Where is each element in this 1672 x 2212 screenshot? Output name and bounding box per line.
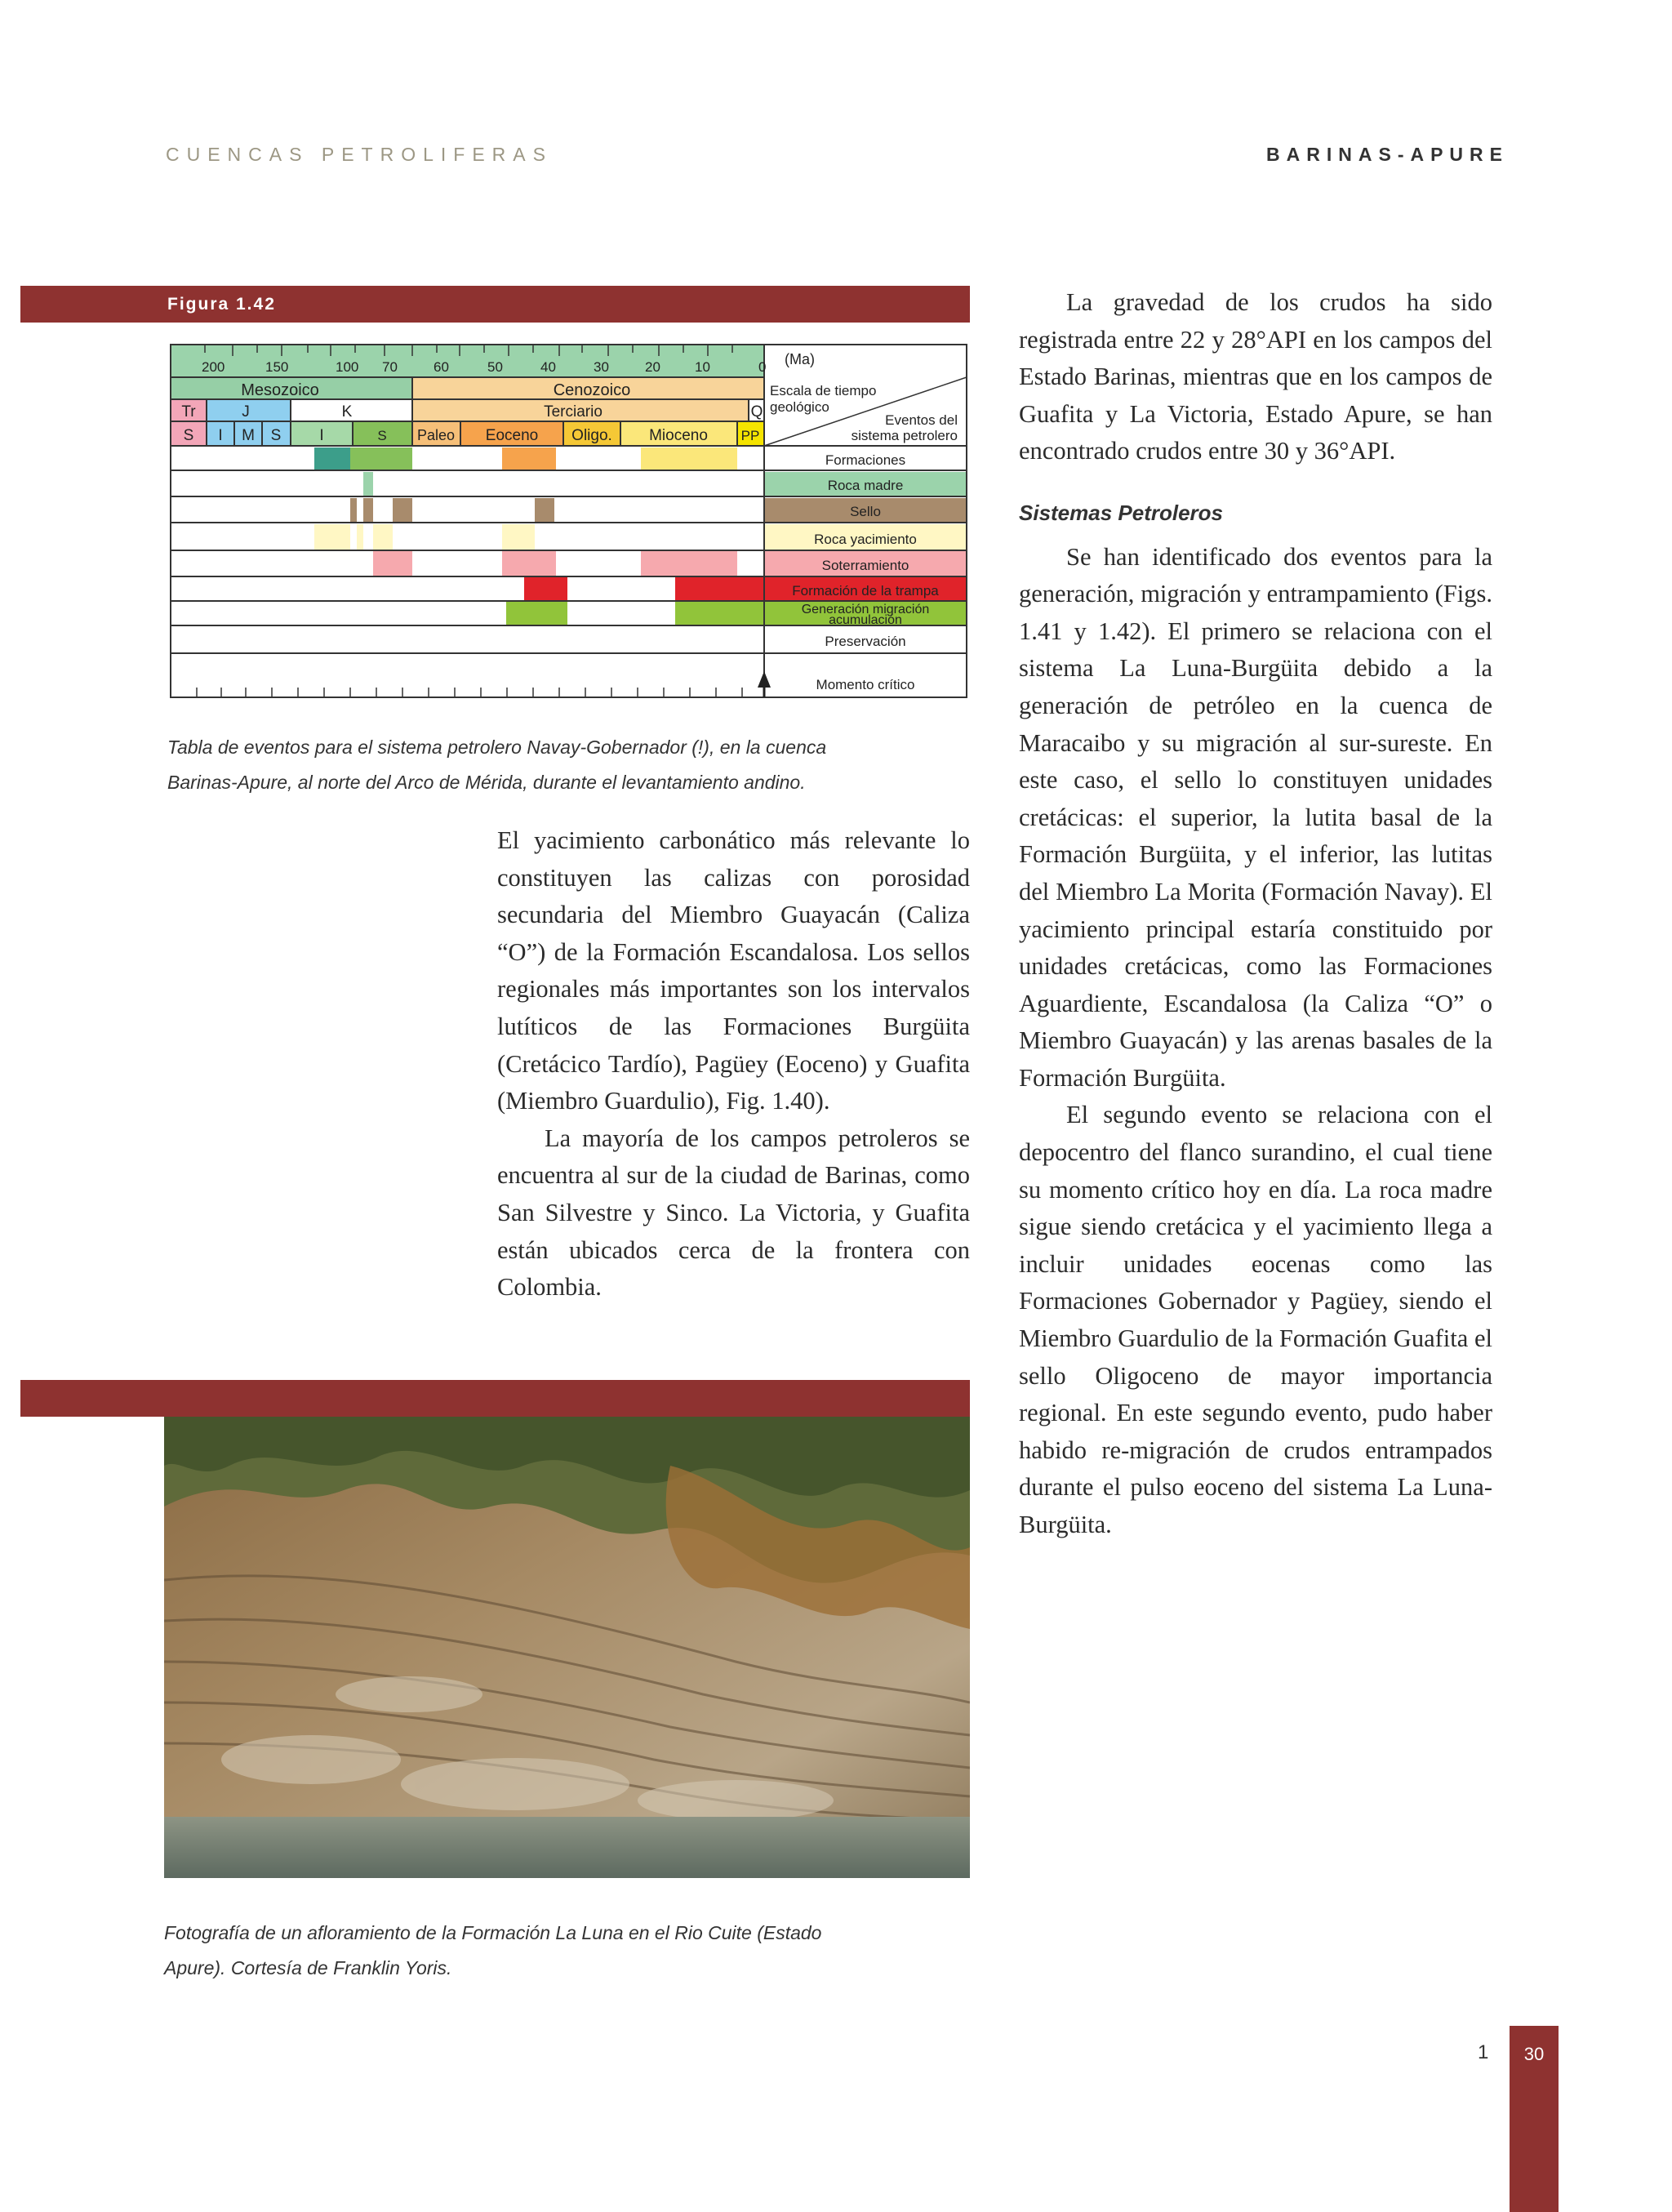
event-label: Sello — [850, 504, 881, 519]
bar-soterramiento-3 — [641, 550, 737, 576]
era-label: Cenozoico — [553, 381, 631, 399]
bar-sello-3 — [393, 498, 412, 523]
period-label: Q — [750, 403, 763, 421]
epoch-label: I — [319, 427, 324, 444]
bar-sello-2 — [363, 498, 373, 523]
era-label: Mesozoico — [241, 381, 319, 399]
unit-label: (Ma) — [785, 351, 815, 367]
corner-top-label: geológico — [770, 399, 829, 415]
event-label: Soterramiento — [821, 558, 909, 573]
figure-caption-line: Tabla de eventos para el sistema petrolero Navay-Gobernador (!), en la cuenca — [167, 737, 827, 758]
event-label: Formaciones — [825, 452, 906, 468]
epoch-label: Mioceno — [649, 427, 708, 444]
period-label: J — [242, 403, 250, 421]
paragraph: Se han identificado dos eventos para la generación, migración y entrampamiento (Figs. 1.41 y 1.42). El primero se relaciona con el sistema La Luna-Burgüita debido a la generación de petróleo en la cuenca de Maracaibo y su migración al sur-sureste. En este caso, el sello lo constituyen unidades cretácicas: el superior, la lutita basal de la Formación Burgüita, y el inferior, las lutitas del Miembro La Morita (Formación Navay). El yacimiento principal estaría constituido por unidades cretácicas, como las Formaciones Aguardiente, Escandalosa (la Caliza “O” o Miembro Guayacán) y las arenas basales de la Formación Burgüita. — [1019, 542, 1492, 1092]
bar-trampa-1 — [524, 576, 567, 601]
figure-title-bar — [20, 286, 970, 323]
section-number: 1 — [1478, 2041, 1489, 2063]
bar-generacion-1 — [506, 601, 567, 625]
section-heading: Sistemas Petroleros — [1019, 500, 1224, 525]
corner-bottom-label: sistema petrolero — [851, 428, 958, 443]
tick-label: 100 — [336, 359, 359, 375]
bar-soterramiento-1 — [373, 550, 412, 576]
event-label: Roca madre — [827, 478, 904, 493]
corner-top-label: Escala de tiempo — [770, 383, 877, 398]
bar-formaciones-4 — [641, 447, 737, 470]
left-text-column — [497, 822, 970, 1306]
tick-label: 70 — [382, 359, 398, 375]
bar-yacimiento-4 — [502, 524, 535, 550]
bar-trampa-2 — [675, 576, 764, 601]
tick-label: 30 — [594, 359, 609, 375]
epoch-label: Oligo. — [571, 427, 612, 444]
tick-label: 40 — [540, 359, 556, 375]
period-label: Terciario — [544, 403, 603, 421]
bar-formaciones-2 — [350, 447, 412, 470]
page-tab — [1510, 2026, 1559, 2212]
event-label: Generación migración — [801, 603, 930, 616]
photo-title-bar — [20, 1380, 970, 1417]
epoch-label: M — [242, 427, 255, 444]
right-text-column — [1019, 284, 1492, 1544]
event-label: Momento crítico — [816, 677, 915, 692]
paragraph: El segundo evento se relaciona con el depocentro del flanco surandino, el cual tiene su momento crítico hoy en día. La roca madre sigue siendo cretácica y el yacimiento llega a incluir unidades eocenas como las Formaciones Gobernador y Pagüey, siendo el Miembro Guardulio de la Formación Guafita el sello Oligoceno de mayor importancia regional. En este segundo evento, pudo haber habido re-migración de crudos entrampados durante el pulso eoceno del sistema La Luna-Burgüita. — [1019, 1101, 1492, 1538]
tick-label: 200 — [202, 359, 225, 375]
bar-yacimiento-3 — [373, 524, 393, 550]
running-header-left: CUENCAS PETROLIFERAS — [166, 144, 553, 165]
epoch-label: I — [218, 427, 223, 444]
paragraph: El yacimiento carbonático más relevante lo constituyen las calizas con porosidad secundaria del Miembro Guayacán (Caliza “O”) de la Formación Escandalosa. Los sellos regionales más importantes son los intervalos lutíticos de las Formaciones Burgüita (Cretácico Tardío), Pagüey (Eoceno) y Guafita (Miembro Guardulio), Fig. 1.40). — [497, 826, 970, 1115]
bar-formaciones-1 — [314, 447, 350, 470]
bar-generacion-2 — [675, 601, 764, 625]
figure-caption — [167, 730, 951, 800]
epoch-label: S — [270, 427, 282, 444]
outcrop-photo — [164, 1417, 970, 1878]
page-number: 30 — [1523, 2044, 1545, 2064]
bar-sello-1 — [350, 498, 357, 523]
figure-caption-line: Barinas-Apure, al norte del Arco de Mérida, durante el levantamiento andino. — [167, 772, 806, 793]
photo-caption-line: Fotografía de un afloramiento de la Formación La Luna en el Rio Cuite (Estado — [164, 1922, 822, 1943]
corner-bottom-label: Eventos del — [885, 412, 958, 428]
tick-label: 150 — [265, 359, 289, 375]
running-header-right: BARINAS-APURE — [1266, 144, 1509, 165]
tick-label: 20 — [645, 359, 660, 375]
epoch-label: Eoceno — [485, 427, 539, 444]
photo-caption-line: Apure). Cortesía de Franklin Yoris. — [164, 1957, 452, 1978]
tick-label: 0 — [758, 359, 767, 375]
bar-sello-4 — [535, 498, 554, 523]
event-label: acumulación — [829, 613, 902, 627]
event-label: Roca yacimiento — [814, 532, 917, 547]
epoch-label: PP — [740, 428, 760, 443]
period-label: K — [341, 403, 353, 421]
figure-label: Figura 1.42 — [167, 295, 276, 314]
tick-label: 60 — [434, 359, 449, 375]
epoch-label: S — [183, 427, 194, 444]
period-label: Tr — [181, 403, 196, 421]
epoch-label: Paleo — [416, 427, 456, 443]
bar-formaciones-3 — [502, 447, 556, 470]
event-label: Formación de la trampa — [792, 583, 939, 599]
paragraph: La gravedad de los crudos ha sido registrada entre 22 y 28°API en los campos del Estado Barinas, mientras que en los campos de Guafita y La Victoria, Estado Apure, se han encontrado crudos entre 30 y 36°API. — [1019, 288, 1492, 465]
bar-yacimiento-2 — [357, 524, 363, 550]
bar-roca-madre — [363, 472, 373, 496]
paragraph: La mayoría de los campos petroleros se encuentra al sur de la ciudad de Barinas, como San Silvestre y Sinco. La Victoria, y Guafita están ubicados cerca de la frontera con Colombia. — [497, 1124, 970, 1302]
bar-soterramiento-2 — [502, 550, 556, 576]
tick-label: 10 — [695, 359, 710, 375]
events-chart — [167, 341, 972, 701]
critical-moment-arrow — [758, 671, 771, 688]
bar-yacimiento-1 — [314, 524, 350, 550]
epoch-label: S — [377, 428, 387, 443]
tick-label: 50 — [487, 359, 503, 375]
event-label: Preservación — [825, 634, 906, 649]
time-axis-band — [171, 345, 767, 377]
photo-caption — [164, 1916, 964, 1986]
